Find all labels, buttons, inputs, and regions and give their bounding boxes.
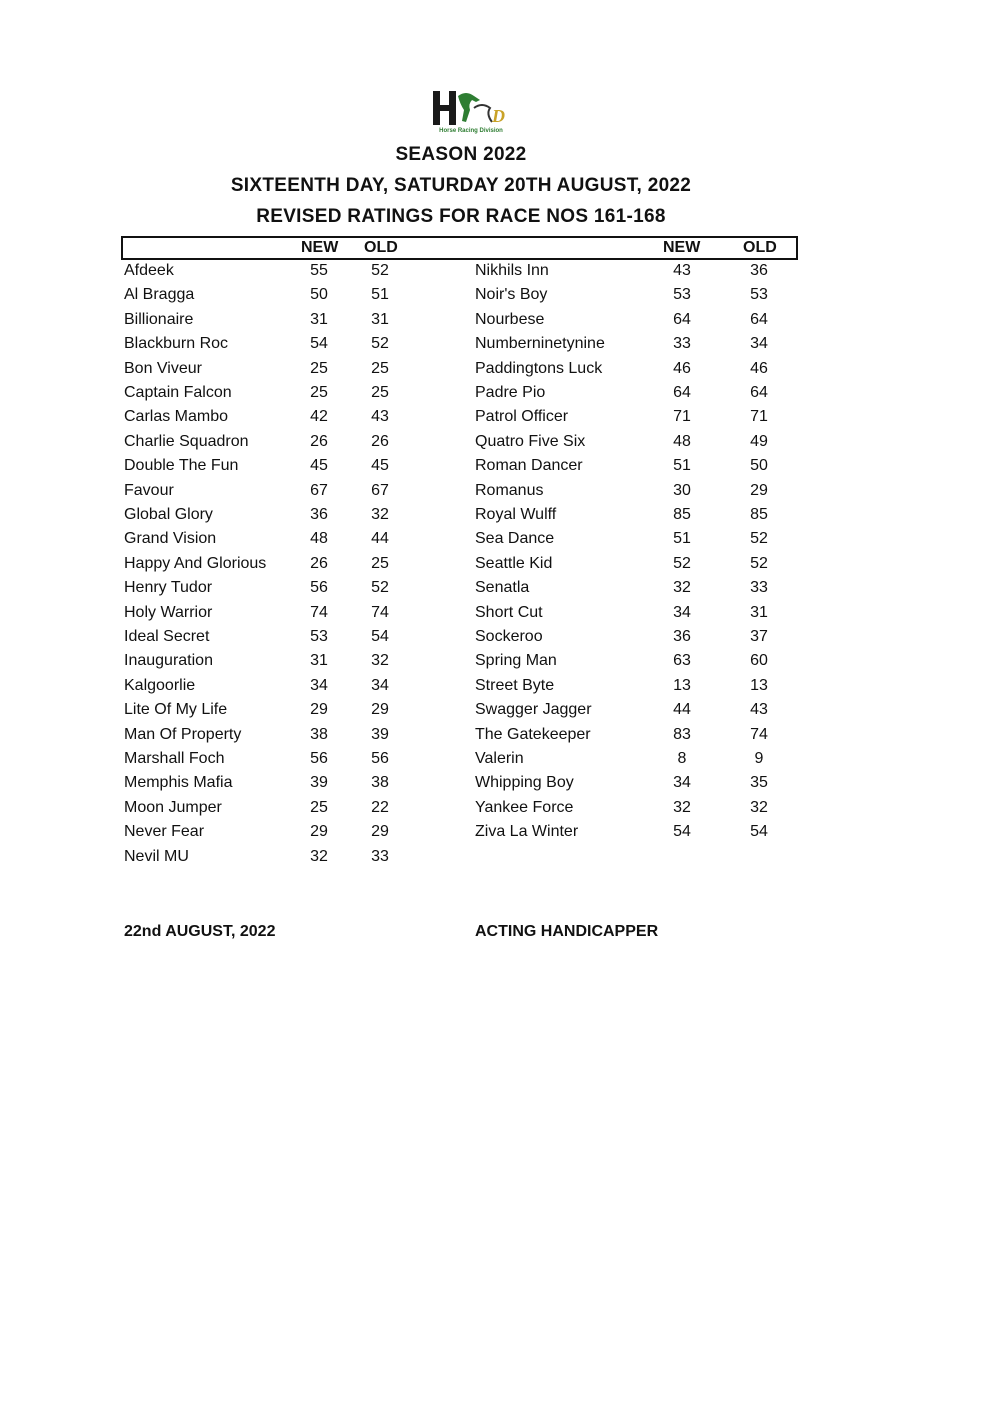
new-rating: 32 (673, 579, 691, 597)
horse-name: Al Bragga (124, 286, 195, 304)
horse-name: Ideal Secret (124, 628, 210, 645)
horse-name: Henry Tudor (124, 579, 213, 597)
new-rating: 42 (310, 408, 328, 426)
old-rating: 32 (371, 506, 389, 523)
new-rating: 32 (673, 798, 691, 816)
right-rating-row (0, 604, 999, 628)
new-rating: 63 (673, 652, 691, 670)
old-rating: 71 (750, 408, 768, 426)
horse-name: Marshall Foch (124, 750, 225, 767)
horse-logo-icon (430, 88, 512, 130)
new-rating: 34 (673, 774, 691, 792)
new-rating: 55 (310, 262, 328, 279)
horse-name: Nikhils Inn (475, 262, 549, 279)
old-rating: 25 (371, 359, 389, 377)
new-rating: 8 (677, 750, 687, 767)
old-rating: 33 (750, 579, 768, 597)
horse-name: Sea Dance (475, 530, 555, 548)
old-rating: 54 (750, 823, 768, 841)
horse-name: Carlas Mambo (124, 408, 229, 426)
horse-name: Royal Wulff (475, 506, 557, 523)
horse-name: Bon Viveur (124, 359, 202, 377)
old-rating: 29 (371, 823, 389, 841)
old-rating: 45 (371, 457, 389, 475)
horse-name: Padre Pio (475, 384, 546, 401)
new-rating: 67 (310, 481, 328, 499)
new-rating: 56 (310, 579, 328, 597)
right-rating-row (0, 652, 999, 676)
right-rating-row (0, 360, 999, 384)
season-title: SEASON 2022 (395, 144, 527, 165)
race-day-title: SIXTEENTH DAY, SATURDAY 20TH AUGUST, 2022 (230, 175, 692, 196)
right-rating-row (0, 530, 999, 554)
right-rating-row (0, 726, 999, 750)
right-old-header: OLD (743, 239, 777, 256)
horse-name: Spring Man (475, 652, 557, 670)
svg-text:D: D (492, 106, 505, 126)
horse-name: Valerin (475, 750, 524, 767)
right-rating-row (0, 384, 999, 408)
right-rating-row (0, 555, 999, 579)
new-rating: 71 (673, 408, 691, 426)
horse-name: Afdeek (124, 262, 174, 279)
horse-name: Street Byte (475, 676, 555, 694)
old-rating: 51 (371, 286, 389, 304)
right-rating-row (0, 482, 999, 506)
left-rating-row (0, 848, 999, 872)
old-rating: 25 (371, 384, 389, 401)
horse-name: Double The Fun (124, 457, 239, 475)
old-rating: 37 (750, 628, 768, 645)
horse-name: Senatla (475, 579, 530, 597)
horse-name: Ziva La Winter (475, 823, 579, 841)
horse-name: Happy And Glorious (124, 554, 267, 572)
new-rating: 31 (310, 652, 328, 670)
old-rating: 36 (750, 262, 768, 279)
horse-name: Roman Dancer (475, 457, 583, 475)
right-rating-row (0, 774, 999, 798)
old-rating: 32 (371, 652, 389, 670)
old-rating: 52 (371, 262, 389, 279)
new-rating: 34 (310, 676, 328, 694)
horse-name: Nourbese (475, 310, 545, 328)
old-rating: 53 (750, 286, 768, 304)
new-rating: 52 (673, 554, 691, 572)
old-rating: 32 (750, 798, 768, 816)
old-rating: 64 (750, 384, 768, 401)
horse-name: Global Glory (124, 506, 213, 523)
horse-name: Favour (124, 481, 174, 499)
new-rating: 51 (673, 530, 691, 548)
old-rating: 54 (371, 628, 389, 645)
new-rating: 29 (310, 823, 328, 841)
new-rating: 54 (673, 823, 691, 841)
new-rating: 31 (310, 310, 328, 328)
old-rating: 44 (371, 530, 389, 548)
old-rating: 67 (371, 481, 389, 499)
old-rating: 74 (371, 603, 389, 621)
horse-name: Blackburn Roc (124, 335, 229, 353)
left-old-header: OLD (364, 239, 398, 256)
horse-name: Yankee Force (475, 798, 574, 816)
horse-name: Lite Of My Life (124, 701, 228, 719)
right-new-header: NEW (663, 239, 701, 256)
horse-name: Quatro Five Six (475, 432, 586, 450)
horse-name: Romanus (475, 481, 544, 499)
horse-name: Charlie Squadron (124, 432, 249, 450)
new-rating: 30 (673, 481, 691, 499)
new-rating: 26 (310, 554, 328, 572)
old-rating: 43 (371, 408, 389, 426)
right-rating-row (0, 628, 999, 652)
right-rating-row (0, 433, 999, 457)
old-rating: 60 (750, 652, 768, 670)
new-rating: 25 (310, 798, 328, 816)
new-rating: 54 (310, 335, 328, 353)
horse-name: Billionaire (124, 310, 194, 328)
old-rating: 46 (750, 359, 768, 377)
old-rating: 52 (750, 554, 768, 572)
old-rating: 25 (371, 554, 389, 572)
right-rating-row (0, 335, 999, 359)
old-rating: 22 (371, 798, 389, 816)
horse-name: Captain Falcon (124, 384, 232, 401)
old-rating: 64 (750, 310, 768, 328)
old-rating: 39 (371, 725, 389, 743)
new-rating: 48 (310, 530, 328, 548)
new-rating: 32 (310, 847, 328, 865)
new-rating: 85 (673, 506, 691, 523)
new-rating: 74 (310, 603, 328, 621)
horse-name: Moon Jumper (124, 798, 222, 816)
horse-name: Man Of Property (124, 725, 242, 743)
right-rating-row (0, 262, 999, 286)
right-rating-row (0, 311, 999, 335)
new-rating: 64 (673, 310, 691, 328)
old-rating: 85 (750, 506, 768, 523)
new-rating: 44 (673, 701, 691, 719)
right-rating-row (0, 579, 999, 603)
old-rating: 52 (371, 335, 389, 353)
old-rating: 56 (371, 750, 389, 767)
horse-name: Nevil MU (124, 847, 189, 865)
new-rating: 51 (673, 457, 691, 475)
right-rating-row (0, 701, 999, 725)
hrd-logo (430, 88, 512, 138)
horse-name: Numberninetynine (475, 335, 605, 353)
horse-name: Swagger Jagger (475, 701, 592, 719)
logo-subtitle: Horse Racing Division (439, 128, 503, 134)
old-rating: 38 (371, 774, 389, 792)
new-rating: 25 (310, 359, 328, 377)
right-rating-row (0, 457, 999, 481)
old-rating: 52 (371, 579, 389, 597)
right-rating-row (0, 677, 999, 701)
right-rating-row (0, 408, 999, 432)
new-rating: 43 (673, 262, 691, 279)
new-rating: 53 (310, 628, 328, 645)
old-rating: 34 (371, 676, 389, 694)
old-rating: 35 (750, 774, 768, 792)
old-rating: 33 (371, 847, 389, 865)
new-rating: 45 (310, 457, 328, 475)
new-rating: 38 (310, 725, 328, 743)
horse-name: Paddingtons Luck (475, 359, 603, 377)
horse-name: Grand Vision (124, 530, 217, 548)
new-rating: 39 (310, 774, 328, 792)
new-rating: 26 (310, 432, 328, 450)
new-rating: 36 (310, 506, 328, 523)
horse-name: Kalgoorlie (124, 676, 196, 694)
horse-name: Patrol Officer (475, 408, 569, 426)
right-rating-row (0, 506, 999, 530)
old-rating: 34 (750, 335, 768, 353)
horse-name: Memphis Mafia (124, 774, 233, 792)
old-rating: 74 (750, 725, 768, 743)
new-rating: 34 (673, 603, 691, 621)
new-rating: 83 (673, 725, 691, 743)
old-rating: 29 (371, 701, 389, 719)
old-rating: 9 (754, 750, 764, 767)
left-new-header: NEW (301, 239, 339, 256)
new-rating: 13 (673, 676, 691, 694)
right-rating-row (0, 286, 999, 310)
horse-name: Short Cut (475, 603, 543, 621)
old-rating: 52 (750, 530, 768, 548)
old-rating: 31 (371, 310, 389, 328)
footer-signatory: ACTING HANDICAPPER (475, 923, 659, 940)
old-rating: 43 (750, 701, 768, 719)
horse-name: Whipping Boy (475, 774, 574, 792)
horse-name: Never Fear (124, 823, 205, 841)
horse-name: Inauguration (124, 652, 213, 670)
new-rating: 33 (673, 335, 691, 353)
horse-name: Noir's Boy (475, 286, 548, 304)
new-rating: 48 (673, 432, 691, 450)
new-rating: 64 (673, 384, 691, 401)
horse-name: Sockeroo (475, 628, 543, 645)
right-rating-row (0, 750, 999, 774)
old-rating: 29 (750, 481, 768, 499)
old-rating: 13 (750, 676, 768, 694)
new-rating: 56 (310, 750, 328, 767)
horse-name: The Gatekeeper (475, 725, 591, 743)
new-rating: 53 (673, 286, 691, 304)
ratings-title: REVISED RATINGS FOR RACE NOS 161-168 (256, 206, 666, 227)
old-rating: 50 (750, 457, 768, 475)
horse-name: Holy Warrior (124, 603, 213, 621)
new-rating: 36 (673, 628, 691, 645)
horse-name: Seattle Kid (475, 554, 553, 572)
old-rating: 26 (371, 432, 389, 450)
old-rating: 31 (750, 603, 768, 621)
right-rating-row (0, 799, 999, 823)
new-rating: 50 (310, 286, 328, 304)
footer-date: 22nd AUGUST, 2022 (124, 923, 276, 940)
new-rating: 25 (310, 384, 328, 401)
right-rating-row (0, 823, 999, 847)
new-rating: 46 (673, 359, 691, 377)
old-rating: 49 (750, 432, 768, 450)
new-rating: 29 (310, 701, 328, 719)
